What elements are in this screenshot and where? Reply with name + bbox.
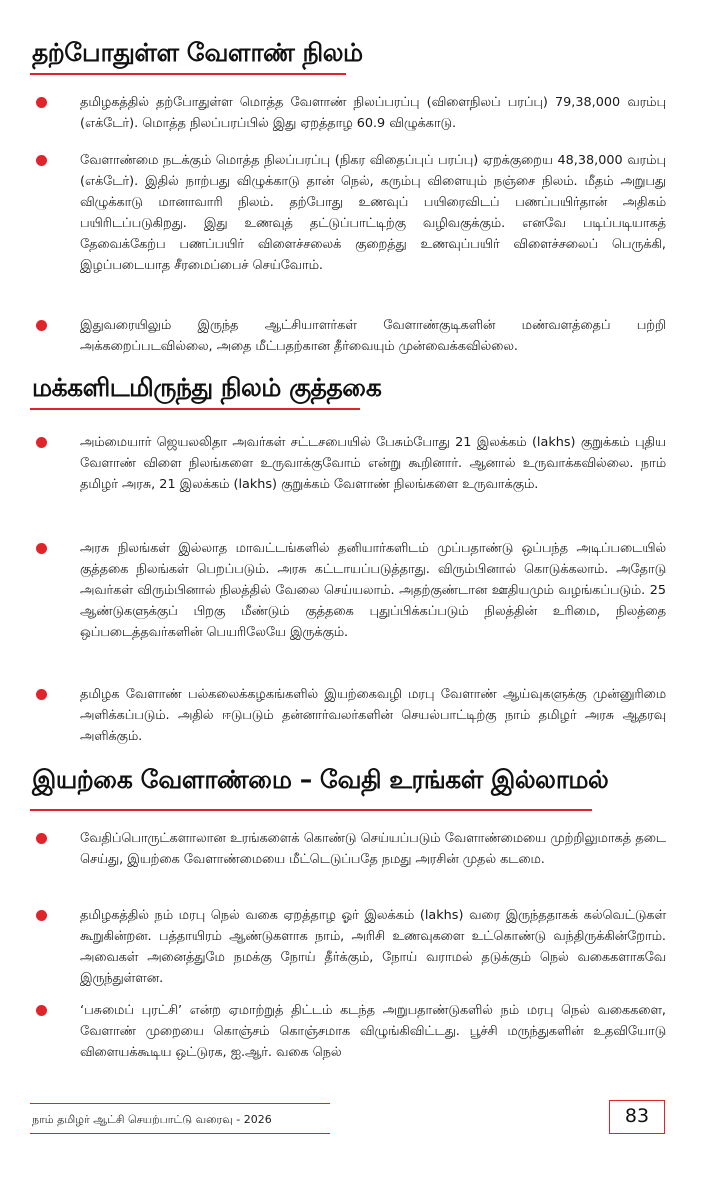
bullet-text: அம்மையார் ஜெயலலிதா அவர்கள் சட்டசபையில் பேசும்போது 21 இலக்கம் (lakhs) குறுக்கம் புதிய வேளாண் விளை நிலங்களை உருவாக்குவோம் என்று கூறினார். ஆனால் உருவாக்கவில்லை. நாம் தமிழர் அரசு, 21 இலக்கம் (lakhs) குறுக்கம் வேளாண் நிலங்களை உருவாக்கும்.	[80, 435, 666, 492]
bullet-dot-icon	[36, 97, 47, 108]
footer-rule	[30, 1133, 330, 1134]
bullet-dot-icon	[36, 437, 47, 448]
bullet-text: வேளாண்மை நடக்கும் மொத்த நிலப்பரப்பு (நிகர விதைப்புப் பரப்பு) ஏறக்குறைய 48,38,000 வரம்பு (எக்டேர்). இதில் நாற்பது விழுக்காடு தான் நெல், கரும்பு விளையும் நஞ்சை நிலம். மீதம் அறுபது விழுக்காடு மானாவாரி நிலம். தற்போது உணவுப் பயிரைவிடப் பணப்பயிர்தான் அதிகம் பயிரிடப்படுகிறது. இது உணவுத் தட்டுப்பாட்டிற்கு வழிவகுக்கும். எனவே படிப்படியாகத் தேவைக்கேற்ப பணப்பயிர் விளைச்சலைக் குறைத்து உணவுப்பயிர் விளைச்சலைப் பெருக்கி, இழப்படையாத சீரமைப்பைச் செய்வோம்.	[80, 153, 666, 273]
bullet-text: ‘பசுமைப் புரட்சி’ என்ற ஏமாற்றுத் திட்டம் கடந்த அறுபதாண்டுகளில் நம் மரபு நெல் வகைகளை, வேளாண் முறையை கொஞ்சம் கொஞ்சமாக விழுங்கிவிட்டது. பூச்சி மருந்துகளின் உதவியோடு விளையக்கூடிய ஒட்டுரக, ஐ.ஆர். வகை நெல்	[80, 1003, 666, 1060]
section-heading-natural-farming: இயற்கை வேளாண்மை – வேதி உரங்கள் இல்லாமல்	[32, 765, 609, 794]
bullet-dot-icon	[36, 320, 47, 331]
heading-underline	[30, 73, 346, 75]
footer-rule	[30, 1103, 330, 1104]
bullet-dot-icon	[36, 689, 47, 700]
section-heading-land-lease: மக்களிடமிருந்து நிலம் குத்தகை	[32, 373, 382, 402]
heading-underline	[30, 408, 360, 410]
bullet-dot-icon	[36, 833, 47, 844]
bullet-text: தமிழகத்தில் தற்போதுள்ள மொத்த வேளாண் நிலப்பரப்பு (விளைநிலப் பரப்பு) 79,38,000 வரம்பு (எக்டேர்). மொத்த நிலப்பரப்பில் இது ஏறத்தாழ 60.9 விழுக்காடு.	[80, 95, 666, 131]
bullet-dot-icon	[36, 910, 47, 921]
bullet-text: இதுவரையிலும் இருந்த ஆட்சியாளர்கள் வேளாண்குடிகளின் மண்வளத்தைப் பற்றி அக்கறைப்படவில்லை, அதை மீட்பதற்கான தீர்வையும் முன்வைக்கவில்லை.	[80, 318, 666, 354]
bullet-dot-icon	[36, 155, 47, 166]
bullet-text: தமிழகத்தில் நம் மரபு நெல் வகை ஏறத்தாழ ஓர் இலக்கம் (lakhs) வரை இருந்ததாகக் கல்வெட்டுகள் கூறுகின்றன. பத்தாயிரம் ஆண்டுகளாக நாம், அரிசி உணவுகளை உட்கொண்டு வந்திருக்கின்றோம். அவைகள் அனைத்துமே நமக்கு நோய் தீர்க்கும், நோய் வராமல் தடுக்கும் நெல் வகைகளாகவே இருந்துள்ளன.	[80, 908, 666, 986]
bullet-text: அரசு நிலங்கள் இல்லாத மாவட்டங்களில் தனியார்களிடம் முப்பதாண்டு ஒப்பந்த அடிப்படையில் குத்தகை நிலங்கள் பெறப்படும். அரசு கட்டாயப்படுத்தாது. விரும்பினால் கொடுக்கலாம். அதோடு அவர்கள் விரும்பினால் நிலத்தில் வேலை செய்யலாம். அதற்குண்டான ஊதியமும் வழங்கப்படும். 25 ஆண்டுகளுக்குப் பிறகு மீண்டும் குத்தகை புதுப்பிக்கப்படும் நிலத்தின் உரிமை, நிலத்தை ஒப்படைத்தவர்களின் பெயரிலேயே இருக்கும்.	[80, 541, 666, 640]
bullet-dot-icon	[36, 543, 47, 554]
bullet-text: தமிழக வேளாண் பல்கலைக்கழகங்களில் இயற்கைவழி மரபு வேளாண் ஆய்வுகளுக்கு முன்னுரிமை அளிக்கப்படும். அதில் ஈடுபடும் தன்னார்வலர்களின் செயல்பாட்டிற்கு நாம் தமிழர் அரசு ஆதரவு அளிக்கும்.	[80, 687, 666, 744]
bullet-dot-icon	[36, 1005, 47, 1016]
page-number: 83	[609, 1100, 665, 1134]
heading-underline	[30, 809, 592, 811]
bullet-text: வேதிப்பொருட்களாலான உரங்களைக் கொண்டு செய்யப்படும் வேளாண்மையை முற்றிலுமாகத் தடை செய்து, இயற்கை வேளாண்மையை மீட்டெடுப்பதே நமது அரசின் முதல் கடமை.	[80, 831, 666, 867]
footer-title: நாம் தமிழர் ஆட்சி செயற்பாட்டு வரைவு - 2026	[32, 1113, 272, 1126]
section-heading-current-land: தற்போதுள்ள வேளாண் நிலம்	[32, 38, 363, 67]
